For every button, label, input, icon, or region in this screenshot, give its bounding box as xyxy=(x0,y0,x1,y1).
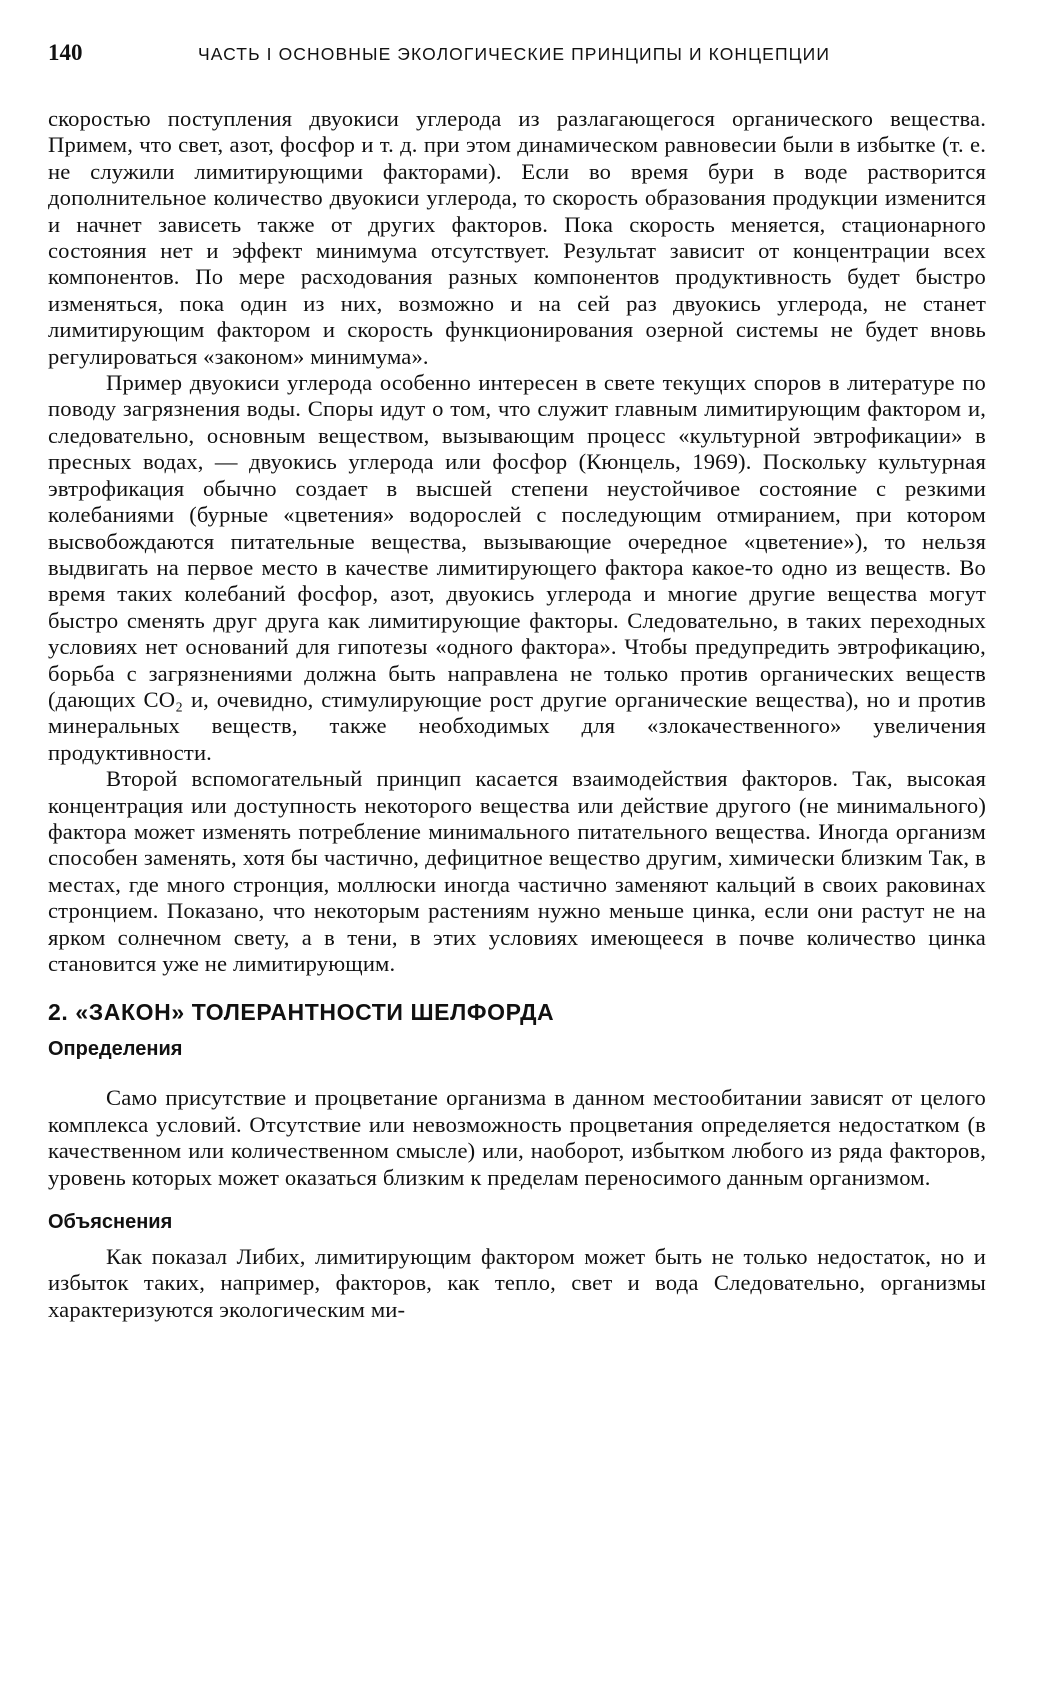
paragraph-explanation: Как показал Либих, лимитирующим фактором может быть не только недостаток, но и избыток таких, например, факторов, как тепло, свет и вода Следовательно, организмы характеризуются экологическим ми- xyxy=(48,1244,986,1322)
running-head xyxy=(48,40,986,80)
subheading-explanations: Объяснения xyxy=(48,1211,173,1234)
page-number: 140 xyxy=(48,40,83,65)
section-heading: 2. «ЗАКОН» ТОЛЕРАНТНОСТИ ШЕЛФОРДА xyxy=(48,999,555,1026)
paragraph-continuation: скоростью поступления двуокиси углерода из разлагающегося органического вещества. Примем, что свет, азот, фосфор и т. д. при этом динамическом равновесии были в избытке (т. е. не служили лимитирующими факторами). Если во время бури в воде растворится дополнительное количество двуокиси углерода, то скорость образования продукции изменится и начнет зависеть также от других факторов. Пока скорость меняется, стационарного состояния нет и эффект минимума отсутствует. Результат зависит от концентрации всех компонентов. По мере расходования разных компонентов продуктивность будет быстро изменяться, пока один из них, возможно и на сей раз двуокись углерода, не станет лимитирующим фактором и скорость функционирования озерной системы не будет вновь регулироваться «законом» минимума». xyxy=(48,106,986,369)
running-title: ЧАСТЬ I ОСНОВНЫЕ ЭКОЛОГИЧЕСКИЕ ПРИНЦИПЫ И КОНЦЕПЦИИ xyxy=(198,44,831,64)
body-text xyxy=(48,106,986,1323)
paragraph-carbon-dioxide-example: Пример двуокиси углерода особенно интересен в свете текущих споров в литературе по поводу загрязнения воды. Споры идут о том, что служит главным лимитирующим фактором и, следовательно, основным веществом, вызывающим процесс «культурной эвтрофикации» в пресных водах, — двуокись углерода или фосфор (Кюнцель, 1969). Поскольку культурная эвтрофикация обычно создает в высшей степени неустойчивое состояние с резкими колебаниями (бурные «цветения» водорослей с последующим отмиранием, при котором высвобождаются питательные вещества, вызывающие очередное «цветение»), то нельзя выдвигать на первое место в качестве лимитирующего фактора какое-то одно из веществ. Во время таких колебаний фосфор, азот, двуокись углерода и многие другие вещества могут быстро сменять друг друга как лимитирующие факторы. Следовательно, в таких переходных условиях нет оснований для гипотезы «одного фактора». Чтобы предупредить эвтрофикацию, борьба с загрязнениями должна быть направлена не только против органических веществ (дающих CO₂ и, очевидно, стимулирующие рост другие органические вещества), но и против минеральных веществ, также необходимых для «злокачественного» увеличения продуктивности. xyxy=(48,370,986,765)
paragraph-definition: Само присутствие и процветание организма в данном местообитании зависят от целого комплекса условий. Отсутствие или невозможность процветания определяется недостатком (в качественном или количественном смысле) или, наоборот, избытком любого из ряда факторов, уровень которых может оказаться близким к пределам переносимого данным организмом. xyxy=(48,1085,986,1190)
book-page xyxy=(48,40,986,1660)
subheading-definitions: Определения xyxy=(48,1038,183,1061)
paragraph-factor-interaction: Второй вспомогательный принцип касается взаимодействия факторов. Так, высокая концентрация или доступность некоторого вещества или действие другого (не минимального) фактора может изменять потребление минимального питательного вещества. Иногда организм способен заменять, хотя бы частично, дефицитное вещество другим, химически близким Так, в местах, где много стронция, моллюски иногда частично заменяют кальций в своих раковинах стронцием. Показано, что некоторым растениям нужно меньше цинка, если они растут не на ярком солнечном свету, а в тени, в этих условиях имеющееся в почве количество цинка становится уже не лимитирующим. xyxy=(48,766,986,976)
